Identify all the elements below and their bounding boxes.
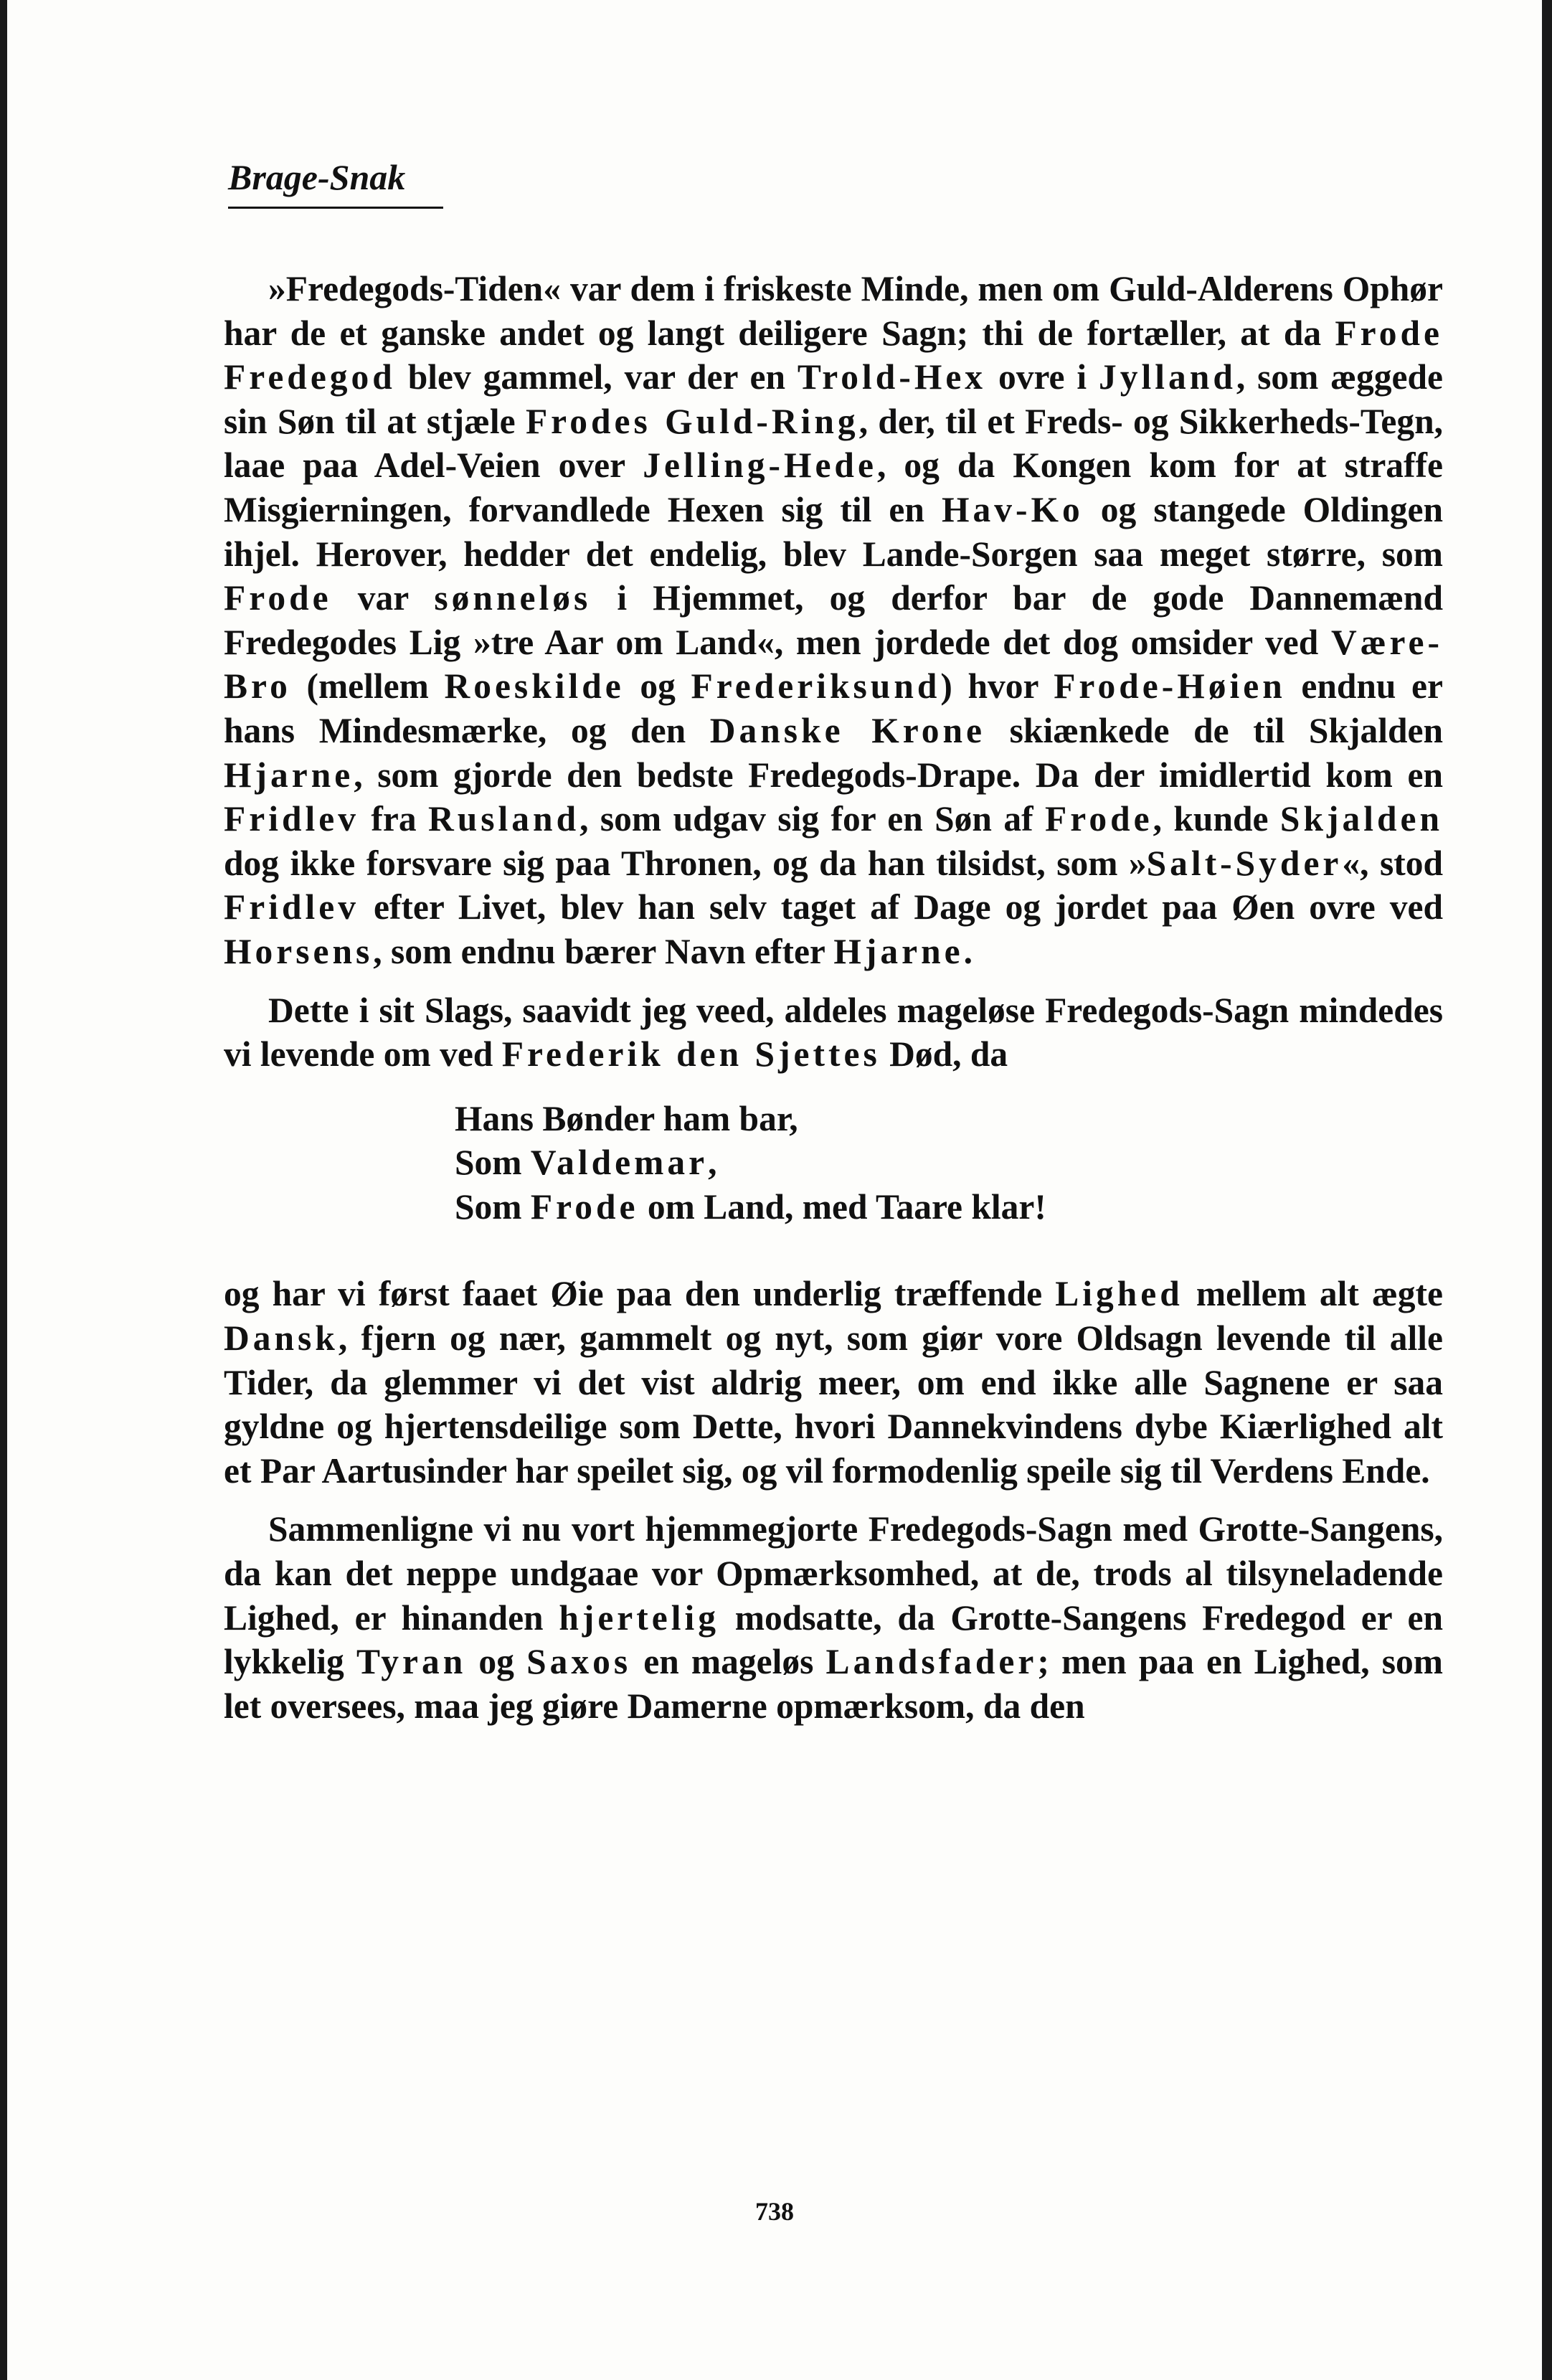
verse-quote	[455, 1097, 1443, 1229]
page-number: 738	[755, 2197, 794, 2226]
paragraph-2: Dette i sit Slags, saavidt jeg veed, aldeles mageløse Fredegods-Sagn mindedes vi levende om ved Frederik den Sjettes Død, da	[224, 990, 1443, 1075]
body-text	[224, 267, 1443, 1728]
verse-line-3: Som Frode om Land, med Taare klar!	[455, 1186, 1046, 1227]
paragraph-4: Sammenligne vi nu vort hjemmegjorte Fredegods-Sagn med Grotte-Sangens, da kan det neppe undgaae vor Opmærksomhed, at de, trods al tilsyneladende Lighed, er hinanden hjertelig modsatte, da Grotte-Sangens Fredegod er en lykkelig Tyran og Saxos en mageløs Landsfader; men paa en Lighed, som let oversees, maa jeg giøre Damerne opmærksom, da den	[224, 1509, 1444, 1726]
verse-line-2: Som Valdemar,	[455, 1143, 717, 1183]
paragraph-3: og har vi først faaet Øie paa den underlig træffende Lighed mellem alt ægte Dansk, fjern og nær, gammelt og nyt, som giør vore Oldsagn levende til alle Tider, da glemmer vi det vist aldrig meer, om end ikke alle Sagnene er saa gyldne og hjertensdeilige som Dette, hvori Dannekvindens dybe Kiærlighed alt et Par Aartusinder har speilet sig, og vil formodenlig speile sig til Verdens Ende.	[224, 1274, 1443, 1491]
book-page	[7, 0, 1542, 2380]
running-head: Brage-Snak	[228, 156, 443, 209]
paragraph-1: »Fredegods-Tiden« var dem i friskeste Minde, men om Guld-Alderens Ophør har de et ganske andet og langt deiligere Sagn; thi de fortæller, at da Frode Fredegod blev gammel, var der en Trold-Hex ovre i Jylland, som æggede sin Søn til at stjæle Frodes Guld-Ring, der, til et Freds- og Sikkerheds-Tegn, laae paa Adel-Veien over Jelling-Hede, og da Kongen kom for at straffe Misgierningen, forvandlede Hexen sig til en Hav-Ko og stangede Oldingen ihjel. Herover, hedder det endelig, blev Lande-Sorgen saa meget større, som Frode var sønneløs i Hjemmet, og derfor bar de gode Dannemænd Fredegodes Lig »tre Aar om Land«, men jordede det dog omsider ved Være-Bro (mellem Roeskilde og Frederiksund) hvor Frode-Høien endnu er hans Mindesmærke, og den Danske Krone skiænkede de til Skjalden Hjarne, som gjorde den bedste Fredegods-Drape. Da der imidlertid kom en Fridlev fra Rusland, som udgav sig for en Søn af Frode, kunde Skjalden dog ikke forsvare sig paa Thronen, og da han tilsidst, som »Salt-Syder«, stod Fridlev efter Livet, blev han selv taget af Dage og jordet paa Øen ovre ved Horsens, som endnu bærer Navn efter Hjarne.	[224, 269, 1444, 971]
verse-line-1: Hans Bønder ham bar,	[455, 1098, 798, 1138]
